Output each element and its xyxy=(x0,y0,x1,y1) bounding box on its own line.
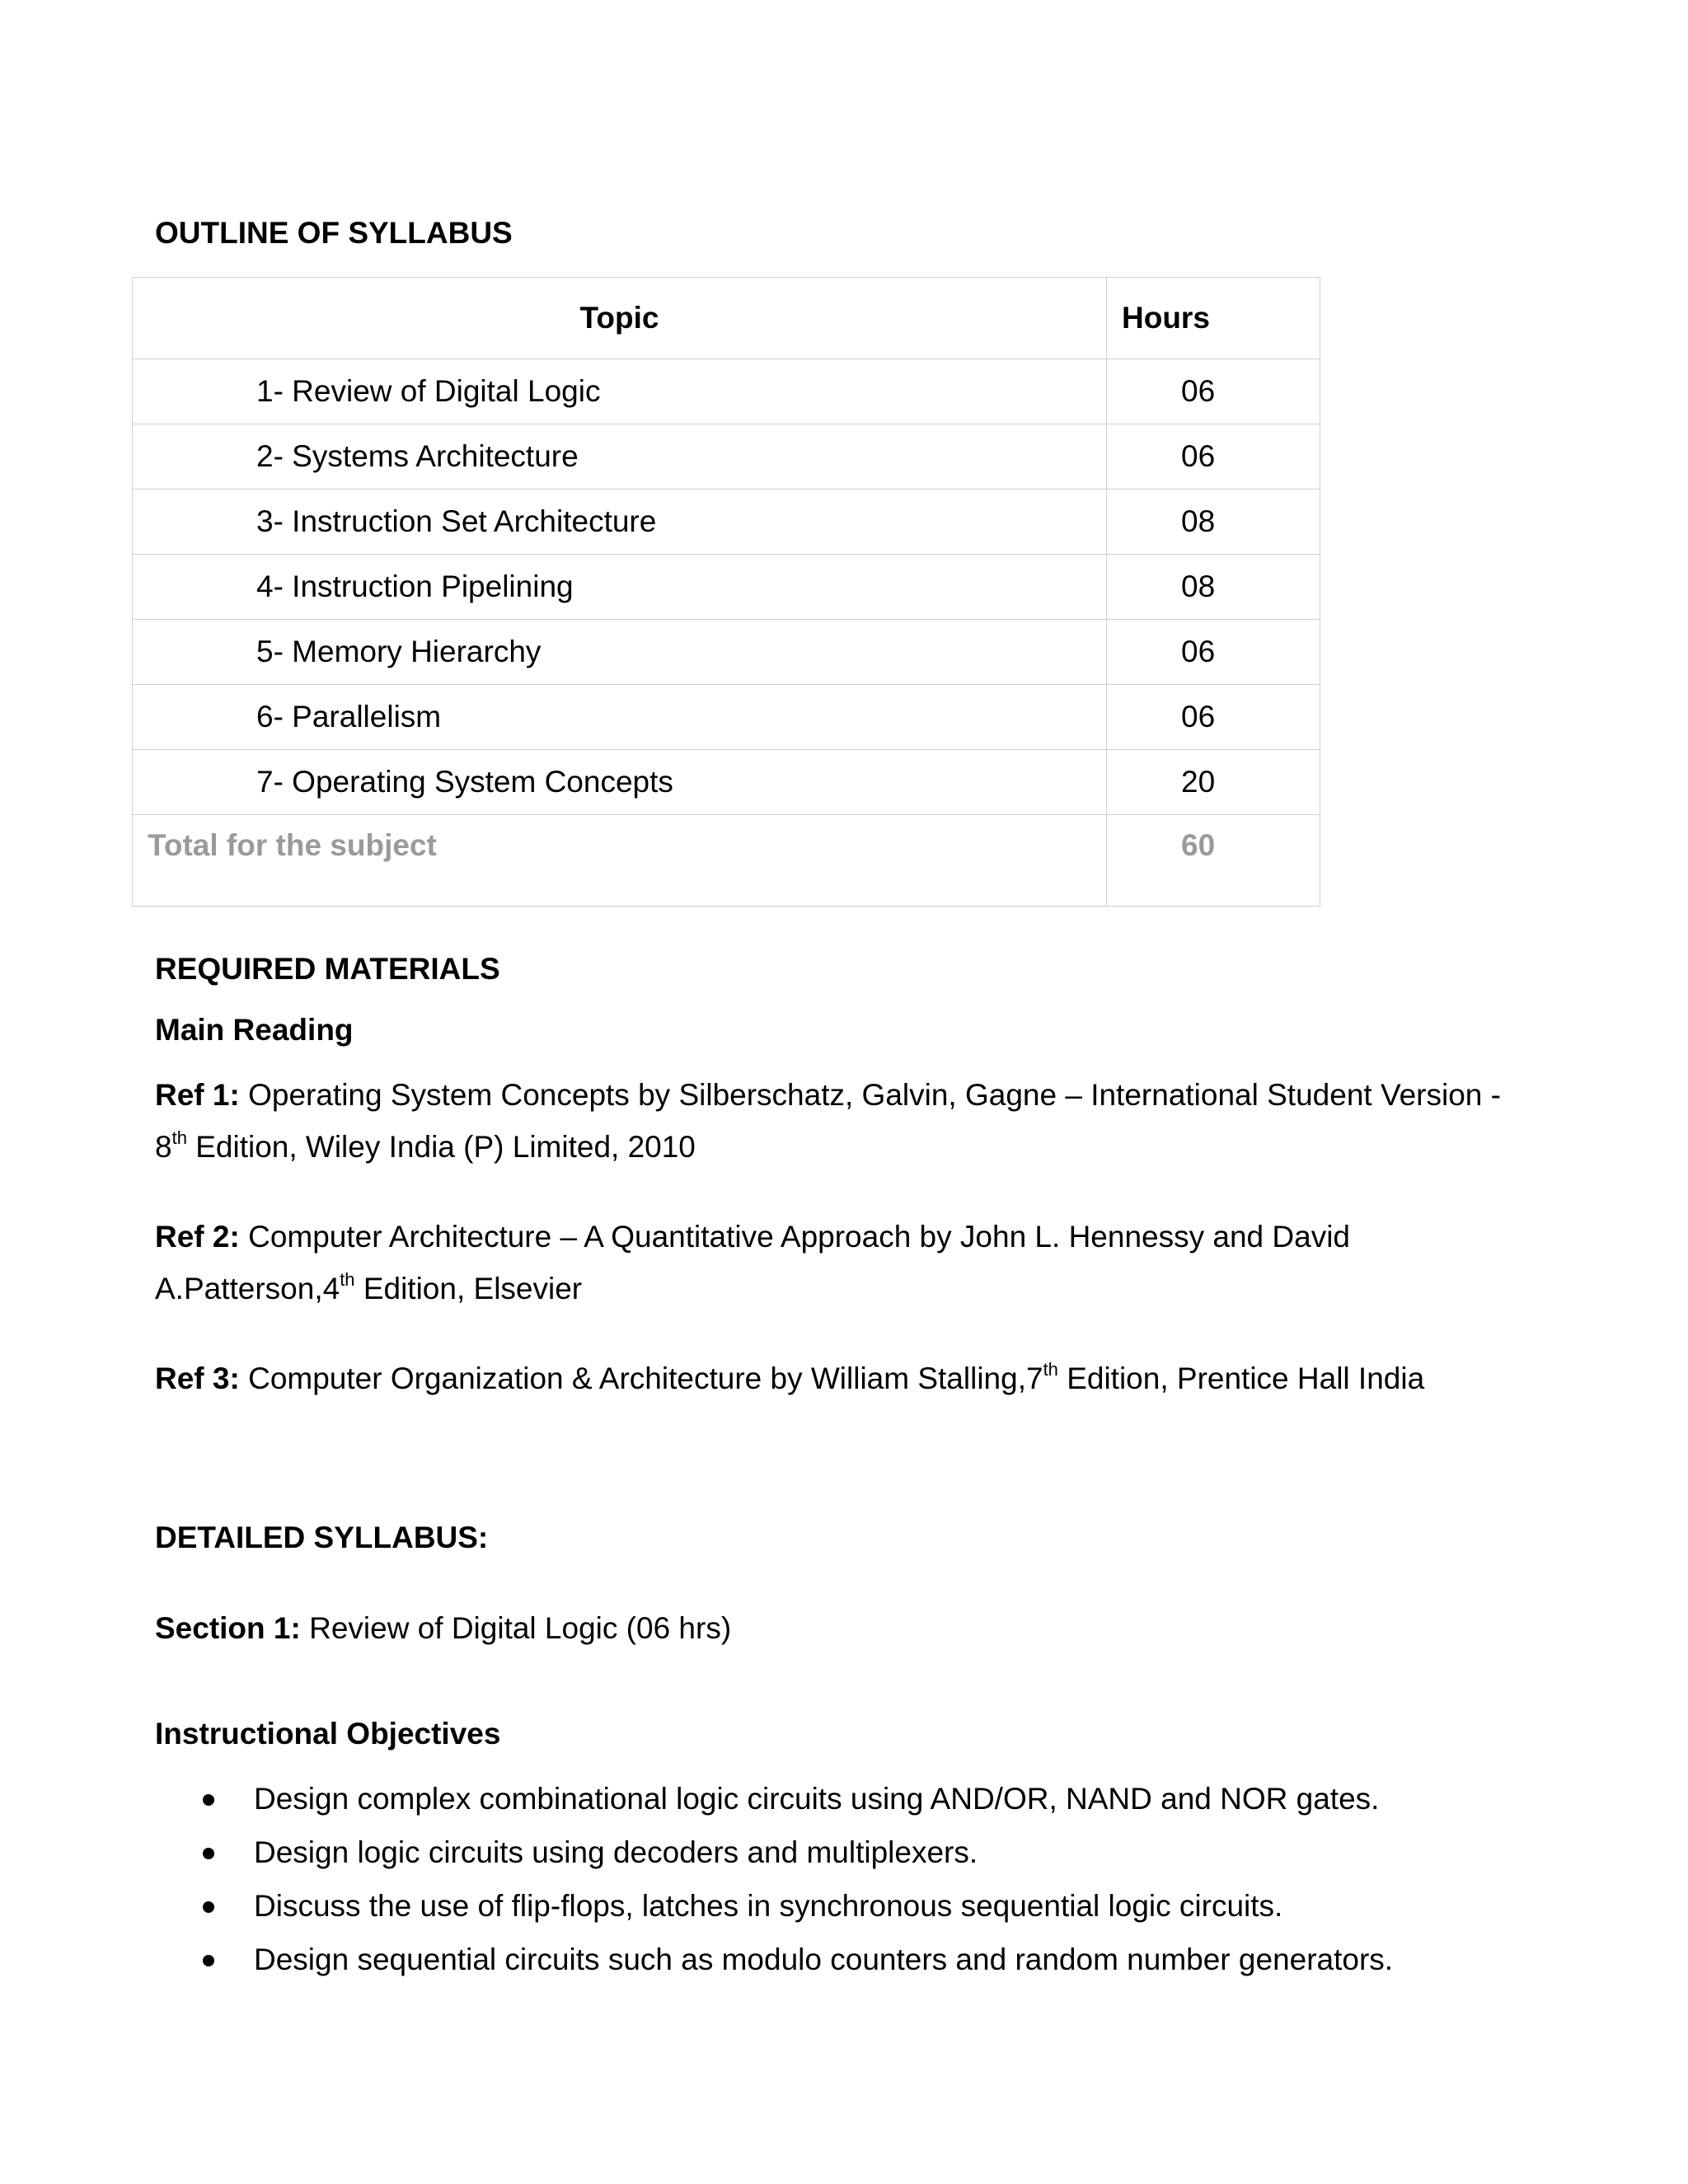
objective-text: Discuss the use of flip-flops, latches in synchronous sequential logic circuits. xyxy=(254,1889,1283,1923)
hours-cell: 06 xyxy=(1107,620,1320,685)
ref-text: Operating System Concepts by Silberschatz, Galvin, Gagne – International Student Version - xyxy=(239,1078,1501,1112)
objectives-heading: Instructional Objectives xyxy=(155,1717,501,1750)
topic-cell: 4- Instruction Pipelining xyxy=(133,555,1107,620)
bullet-icon xyxy=(203,1794,214,1806)
hours-cell: 20 xyxy=(1107,750,1320,815)
hours-cell: 06 xyxy=(1107,359,1320,424)
header-topic: Topic xyxy=(133,278,1107,359)
ref-superscript: th xyxy=(1043,1359,1058,1380)
table-row xyxy=(133,359,1320,424)
reference-3 xyxy=(155,1352,1540,1404)
table-header-row xyxy=(133,278,1320,359)
reference-2 xyxy=(155,1211,1540,1315)
list-item xyxy=(155,1879,1393,1933)
syllabus-table xyxy=(132,277,1320,907)
section-1-line xyxy=(155,1611,731,1646)
objective-text: Design complex combinational logic circuits using AND/OR, NAND and NOR gates. xyxy=(254,1782,1380,1816)
ref-text-cont: Edition, Elsevier xyxy=(354,1272,583,1305)
ref-edition-number: 8 xyxy=(155,1130,172,1164)
outline-heading: OUTLINE OF SYLLABUS xyxy=(155,216,513,250)
hours-cell: 08 xyxy=(1107,555,1320,620)
topic-cell: 6- Parallelism xyxy=(133,685,1107,750)
objective-text: Design sequential circuits such as modulo counters and random number generators. xyxy=(254,1943,1394,1976)
list-item xyxy=(155,1933,1393,1986)
topic-cell: 5- Memory Hierarchy xyxy=(133,620,1107,685)
header-hours: Hours xyxy=(1107,278,1320,359)
bullet-icon xyxy=(203,1955,214,1966)
ref-text-cont: Edition, Prentice Hall India xyxy=(1057,1361,1425,1395)
total-label: Total for the subject xyxy=(133,815,1107,907)
hours-cell: 06 xyxy=(1107,685,1320,750)
ref-superscript: th xyxy=(340,1269,355,1290)
ref-text: Computer Architecture – A Quantitative Approach by John L. Hennessy and David xyxy=(239,1220,1350,1254)
bullet-icon xyxy=(203,1848,214,1859)
hours-cell: 08 xyxy=(1107,490,1320,555)
table-row xyxy=(133,685,1320,750)
total-hours: 60 xyxy=(1107,815,1320,907)
list-item xyxy=(155,1772,1393,1825)
ref-label: Ref 1: xyxy=(155,1078,240,1112)
table-row xyxy=(133,555,1320,620)
bullet-icon xyxy=(203,1901,214,1913)
detailed-heading: DETAILED SYLLABUS: xyxy=(155,1521,489,1554)
topic-cell: 3- Instruction Set Architecture xyxy=(133,490,1107,555)
topic-cell: 1- Review of Digital Logic xyxy=(133,359,1107,424)
topic-cell: 2- Systems Architecture xyxy=(133,424,1107,490)
materials-heading: REQUIRED MATERIALS xyxy=(155,952,500,986)
reference-1 xyxy=(155,1069,1540,1173)
topic-cell: 7- Operating System Concepts xyxy=(133,750,1107,815)
list-item xyxy=(155,1825,1393,1879)
table-row xyxy=(133,490,1320,555)
ref-text-cont: Edition, Wiley India (P) Limited, 2010 xyxy=(186,1130,696,1164)
table-total-row xyxy=(133,815,1320,907)
objective-text: Design logic circuits using decoders and multiplexers. xyxy=(254,1835,978,1869)
section-title: Review of Digital Logic (06 hrs) xyxy=(300,1611,732,1645)
objectives-list xyxy=(155,1772,1393,1986)
ref-text-pre: A.Patterson,4 xyxy=(155,1272,340,1305)
table-row xyxy=(133,424,1320,490)
table-row xyxy=(133,750,1320,815)
ref-label: Ref 3: xyxy=(155,1361,240,1395)
ref-label: Ref 2: xyxy=(155,1220,240,1254)
hours-cell: 06 xyxy=(1107,424,1320,490)
table-row xyxy=(133,620,1320,685)
ref-text: Computer Organization & Architecture by William Stalling,7 xyxy=(239,1361,1043,1395)
section-label: Section 1: xyxy=(155,1611,301,1645)
ref-superscript: th xyxy=(171,1127,187,1148)
main-reading-subheading: Main Reading xyxy=(155,1013,354,1047)
